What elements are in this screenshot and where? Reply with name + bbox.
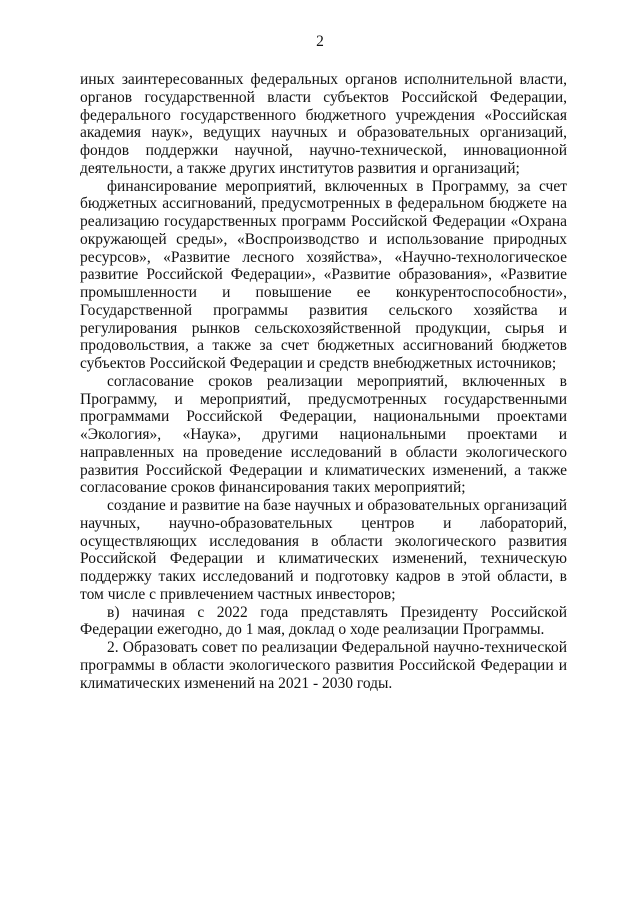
paragraph-council: 2. Образовать совет по реализации Федеральной научно-технической программы в области экологического развития Российской Федерации и климатических изменений на 2021 - 2030 годы.: [80, 639, 567, 692]
document-body: [80, 71, 567, 692]
paragraph-coordination: согласование сроков реализации мероприятий, включенных в Программу, и мероприятий, предусмотренных государственными программами Российской Федерации, национальными проектами «Экология», «Наука», другими национальными проектами и направленных на проведение исследований в области экологического развития Российской Федерации и климатических изменений, а также согласование сроков финансирования таких мероприятий;: [80, 372, 567, 497]
paragraph-centers: создание и развитие на базе научных и образовательных организаций научных, научно-образовательных центров и лабораторий, осуществляющих исследования в области экологического развития Российской Федерации и климатических изменений, техническую поддержку таких исследований и подготовку кадров в этой области, в том числе с привлечением частных инвесторов;: [80, 497, 567, 603]
paragraph-annual-report: в) начиная с 2022 года представлять Президенту Российской Федерации ежегодно, до 1 мая, доклад о ходе реализации Программы.: [80, 603, 567, 639]
paragraph-financing: финансирование мероприятий, включенных в Программу, за счет бюджетных ассигнований, предусмотренных в федеральном бюджете на реализацию государственных программ Российской Федерации «Охрана окружающей среды», «Воспроизводство и использование природных ресурсов», «Развитие лесного хозяйства», «Научно-технологическое развитие Российской Федерации», «Развитие образования», «Развитие промышленности и повышение ее конкурентоспособности», Государственной программы развития сельского хозяйства и регулирования рынков сельскохозяйственной продукции, сырья и продовольствия, а также за счет бюджетных ассигнований бюджетов субъектов Российской Федерации и средств внебюджетных источников;: [80, 177, 567, 372]
paragraph-institutions: иных заинтересованных федеральных органов исполнительной власти, органов государственной власти субъектов Российской Федерации, федерального государственного бюджетного учреждения «Российская академия наук», ведущих научных и образовательных организаций, фондов поддержки научной, научно-технической, инновационной деятельности, а также других институтов развития и организаций;: [80, 71, 567, 177]
page-number: 2: [316, 33, 324, 50]
